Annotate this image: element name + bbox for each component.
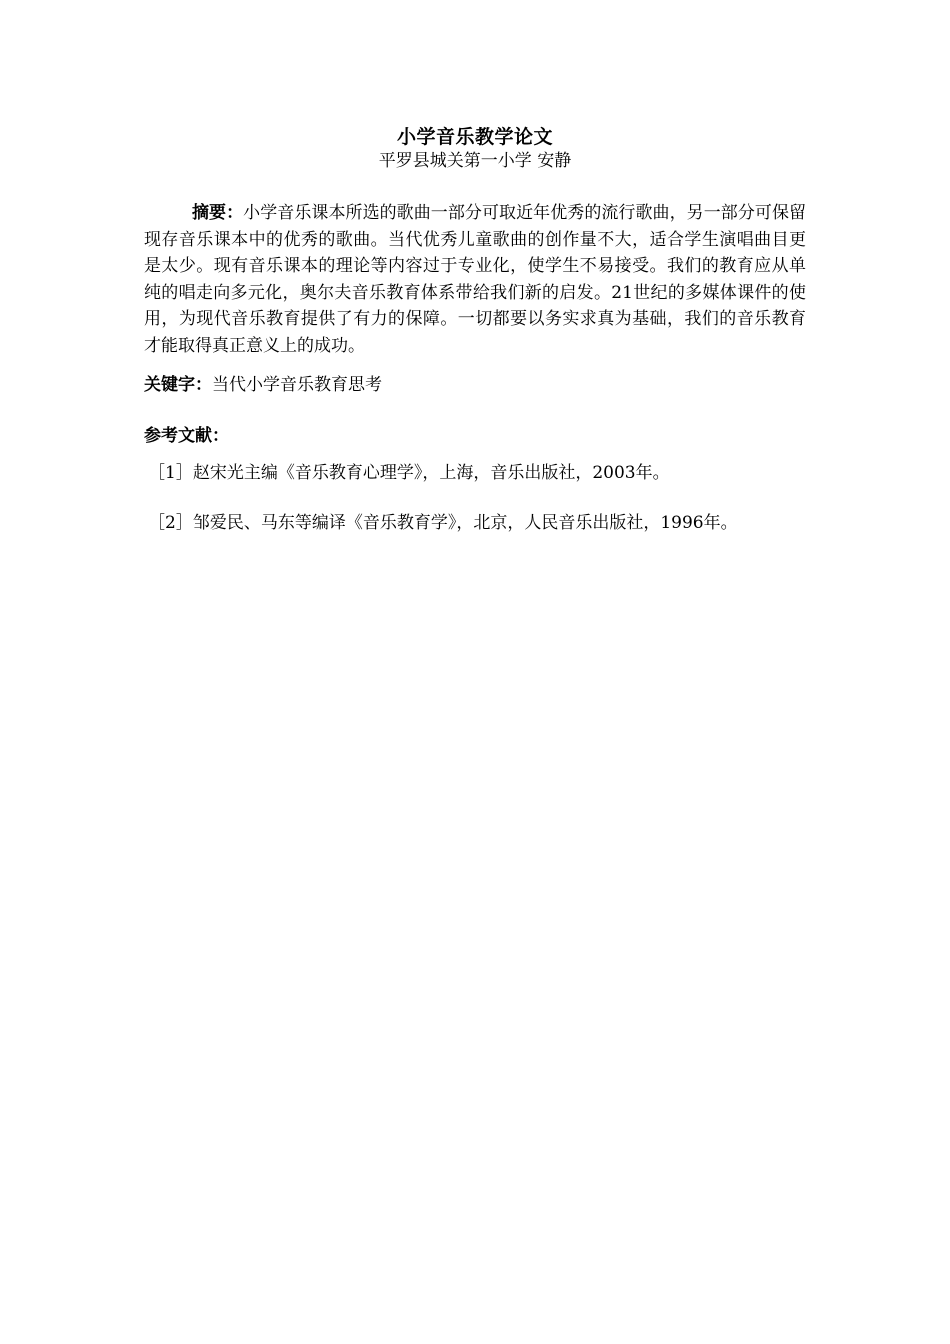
keywords-text: 当代小学音乐教育思考 (212, 375, 382, 395)
abstract-text: 小学音乐课本所选的歌曲一部分可取近年优秀的流行歌曲，另一部分可保留现存音乐课本中的优秀的歌曲。当代优秀儿童歌曲的创作量不大，适合学生演唱曲目更是太少。现有音乐课本的理论等内容过于专业化，使学生不易接受。我们的教育应从单纯的唱走向多元化，奥尔夫音乐教育体系带给我们新的启发。21世纪的多媒体课件的使用，为现代音乐教育提供了有力的保障。一切都要以务实求真为基础，我们的音乐教育才能取得真正意义上的成功。 (144, 203, 806, 356)
abstract-paragraph (144, 200, 806, 359)
references-heading: 参考文献： (144, 426, 229, 446)
keywords-line (144, 373, 806, 397)
keywords-label: 关键字： (144, 375, 212, 395)
author-line: 平罗县城关第一小学 安静 (378, 151, 572, 171)
reference-item: ［2］邹爱民、马东等编译《音乐教育学》，北京，人民音乐出版社，1996年。 (148, 513, 738, 533)
document-title: 小学音乐教学论文 (396, 126, 553, 148)
reference-item: ［1］赵宋光主编《音乐教育心理学》，上海，音乐出版社，2003年。 (148, 463, 670, 483)
abstract-label: 摘要： (192, 203, 244, 223)
